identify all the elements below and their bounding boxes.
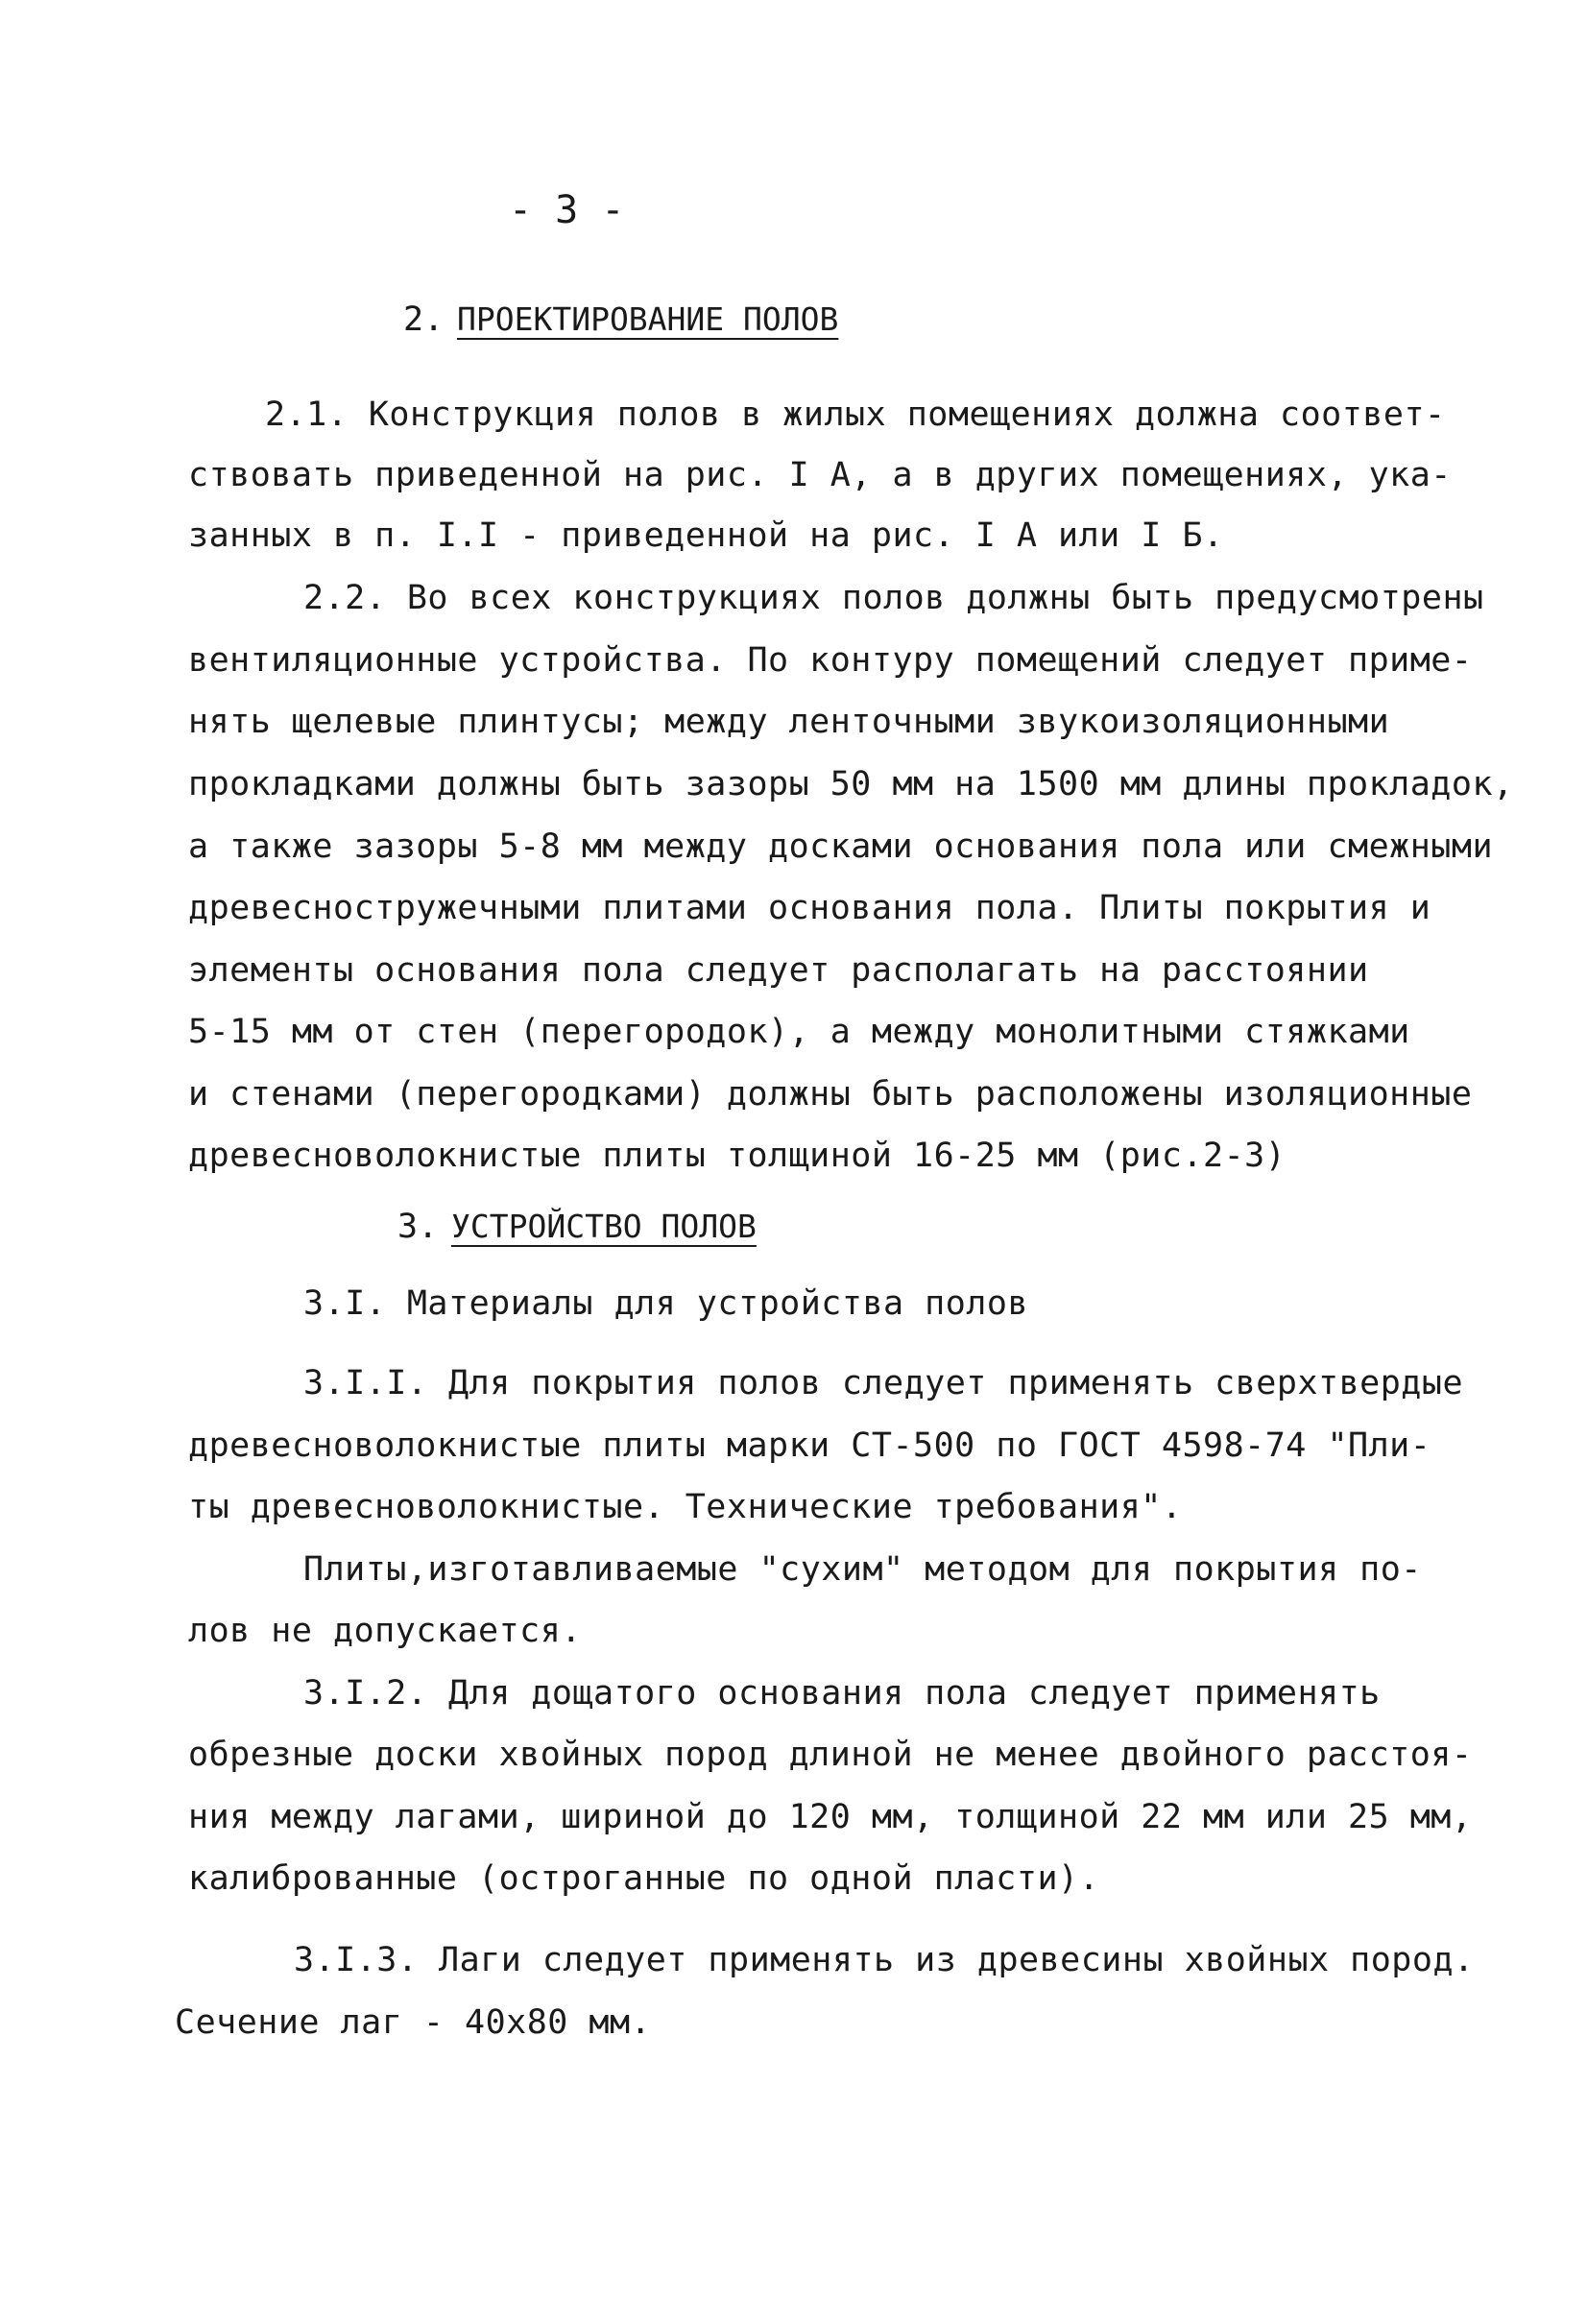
section-2-number: 2. — [403, 300, 445, 339]
section-3-number: 3. — [397, 1208, 439, 1246]
paragraph-line: калиброванные (остроганные по одной пласти). — [188, 1859, 1100, 1898]
paragraph-line: ния между лагами, шириной до 120 мм, толщиной 22 мм или 25 мм, — [188, 1798, 1473, 1836]
section-3-title: УСТРОЙСТВО ПОЛОВ — [451, 1208, 757, 1245]
paragraph-line: 3.I.3. Лаги следует применять из древесины хвойных пород. — [294, 1941, 1475, 1979]
paragraph-line: а также зазоры 5-8 мм между досками основания пола или смежными — [188, 827, 1494, 866]
paragraph-line: лов не допускается. — [188, 1612, 582, 1650]
paragraph-line: Плиты,изготавливаемые "сухим" методом для покрытия по- — [303, 1550, 1422, 1589]
page-number: - 3 - — [509, 188, 625, 232]
paragraph-line: древесноволокнистые плиты толщиной 16-25 мм (рис.2-3) — [188, 1137, 1286, 1175]
paragraph-line: 5-15 мм от стен (перегородок), а между монолитными стяжками — [188, 1013, 1410, 1051]
paragraph-line: вентиляционные устройства. По контуру помещений следует приме- — [188, 641, 1473, 680]
section-2-title: ПРОЕКТИРОВАНИЕ ПОЛОВ — [457, 300, 839, 338]
paragraph-line: обрезные доски хвойных пород длиной не менее двойного расстоя- — [188, 1736, 1473, 1774]
paragraph-line: ствовать приведенной на рис. I А, а в других помещениях, ука- — [188, 456, 1452, 494]
paragraph-line: 2.1. Конструкция полов в жилых помещениях должна соответ- — [265, 395, 1446, 434]
paragraph-line: 2.2. Во всех конструкциях полов должны быть предусмотрены — [303, 579, 1484, 617]
paragraph-line: древесноволокнистые плиты марки СТ-500 по ГОСТ 4598-74 "Пли- — [188, 1426, 1431, 1465]
paragraph-line: элементы основания пола следует располагать на расстоянии — [188, 951, 1369, 990]
paragraph-line: Сечение лаг - 40х80 мм. — [175, 2003, 652, 2042]
paragraph-line: занных в п. I.I - приведенной на рис. I А или I Б. — [188, 516, 1224, 555]
paragraph-line: 3.I.2. Для дощатого основания пола следует применять — [303, 1674, 1381, 1713]
paragraph-line: древесностружечными плитами основания пола. Плиты покрытия и — [188, 889, 1431, 927]
paragraph-line: 3.I.I. Для покрытия полов следует применять сверхтвердые — [303, 1364, 1464, 1402]
paragraph-line: и стенами (перегородками) должны быть расположены изоляционные — [188, 1075, 1473, 1114]
paragraph-line: нять щелевые плинтусы; между ленточными звукоизоляционными — [188, 703, 1390, 741]
paragraph-line: прокладками должны быть зазоры 50 мм на 1500 мм длины прокладок, — [188, 765, 1514, 803]
paragraph-line: ты древесноволокнистые. Технические требования". — [188, 1488, 1183, 1526]
paragraph-line: 3.I. Материалы для устройства полов — [303, 1284, 1029, 1323]
